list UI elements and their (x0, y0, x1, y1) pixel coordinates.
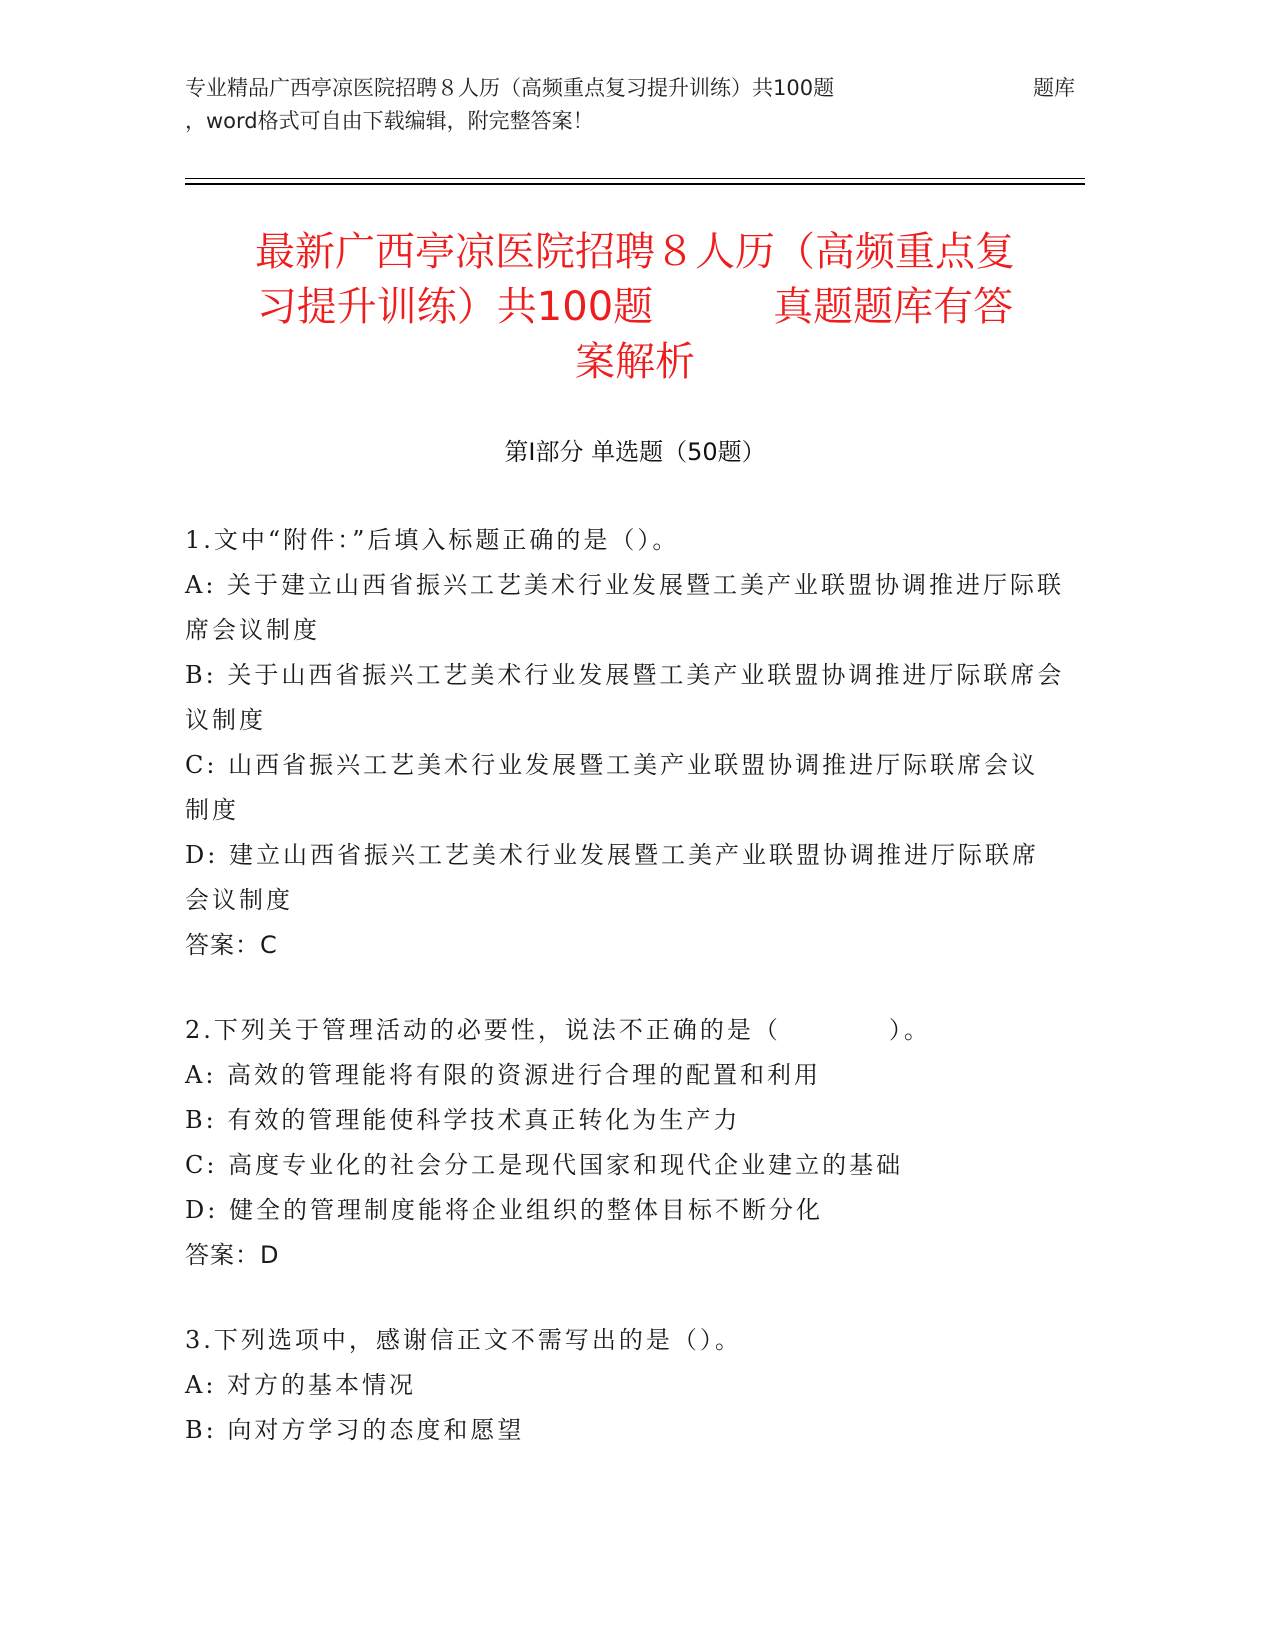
document-title: 最新广西亭凉医院招聘８人历（高频重点复 习提升训练）共100题 真题题库有答 案解析 (255, 229, 1015, 385)
option-a: A: 高效的管理能将有限的资源进行合理的配置和利用 (185, 1061, 822, 1089)
option-c: C: 山西省振兴工艺美术行业发展暨工美产业联盟协调推进厅际联席会议制度 (185, 751, 1039, 824)
header-line-2: ，word格式可自由下载编辑，附完整答案！ (185, 109, 594, 133)
question-3 (185, 1318, 1065, 1453)
option-b: B: 有效的管理能使科学技术真正转化为生产力 (185, 1106, 741, 1134)
header-text: 专业精品广西亭凉医院招聘８人历（高频重点复习提升训练）共100题 (185, 76, 835, 100)
question-text: 1.文中“附件：”后填入标题正确的是（）。 (185, 526, 680, 554)
option-d: D: 健全的管理制度能将企业组织的整体目标不断分化 (185, 1196, 823, 1224)
section-title: 第Ⅰ部分 单选题（50题） (504, 438, 766, 466)
answer: 答案：D (185, 1241, 280, 1269)
header-text-right: 题库 (1033, 76, 1075, 100)
header-line-1 (185, 72, 1085, 105)
option-d: D: 建立山西省振兴工艺美术行业发展暨工美产业联盟协调推进厅际联席会议制度 (185, 841, 1039, 914)
header-rule-thin (185, 178, 1085, 179)
option-a: A: 对方的基本情况 (185, 1371, 417, 1399)
question-2 (185, 1008, 1065, 1278)
page-header (185, 72, 1085, 138)
option-a: A: 关于建立山西省振兴工艺美术行业发展暨工美产业联盟协调推进厅际联席会议制度 (185, 571, 1065, 644)
option-c: C: 高度专业化的社会分工是现代国家和现代企业建立的基础 (185, 1151, 904, 1179)
question-text: 3.下列选项中，感谢信正文不需写出的是（）。 (185, 1326, 742, 1354)
question-1 (185, 518, 1065, 968)
option-b: B: 关于山西省振兴工艺美术行业发展暨工美产业联盟协调推进厅际联席会议制度 (185, 661, 1065, 734)
question-list (185, 518, 1065, 1493)
answer: 答案：C (185, 931, 278, 959)
question-text: 2.下列关于管理活动的必要性，说法不正确的是（ ）。 (185, 1016, 931, 1044)
header-rule-thick (185, 183, 1085, 185)
option-b: B: 向对方学习的态度和愿望 (185, 1416, 525, 1444)
